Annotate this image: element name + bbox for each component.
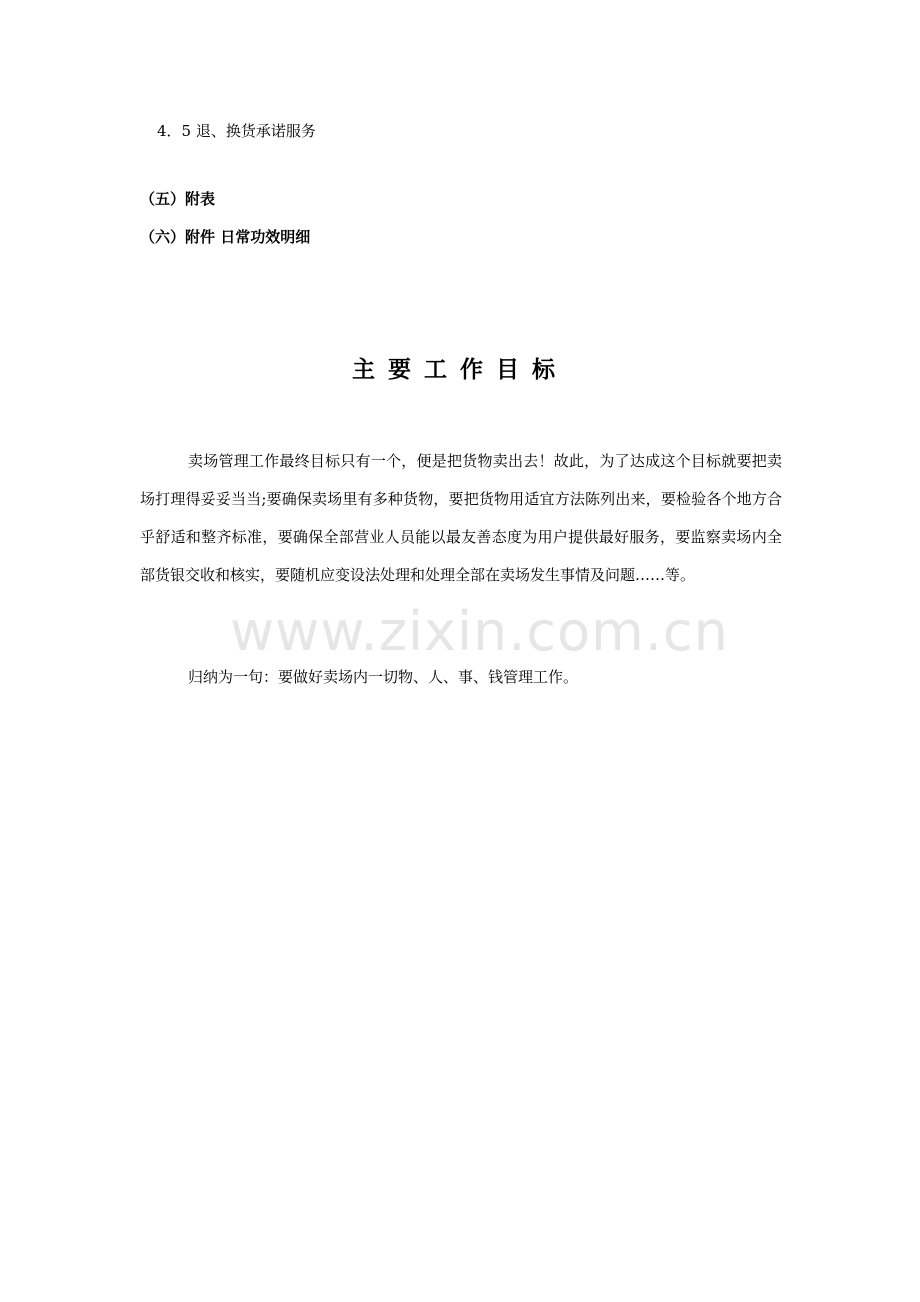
- section-heading-attachments: （六）附件 日常功效明细: [140, 228, 311, 246]
- page-title: 主要工作目标: [352, 357, 568, 383]
- body-paragraph-goal: 卖场管理工作最终目标只有一个，便是把货物卖出去！故此，为了达成这个目标就要把卖场打理得妥妥当当;要确保卖场里有多种货物，要把货物用适宜方法陈列出来，要检验各个地方合乎舒适和整齐标准，要确保全部营业人员能以最友善态度为用户提供最好服务，要监察卖场内全部货银交收和核实，要随机应变设法处理和处理全部在卖场发生事情及问题……等。: [140, 452, 782, 584]
- watermark: www.zixin.com.cn: [230, 600, 729, 663]
- toc-item-4-5: 4．5 退、换货承诺服务: [157, 122, 316, 140]
- body-paragraph-summary: 归纳为一句：要做好卖场内一切物、人、事、钱管理工作。: [188, 668, 579, 686]
- section-heading-appendix-tables: （五）附表: [140, 190, 216, 208]
